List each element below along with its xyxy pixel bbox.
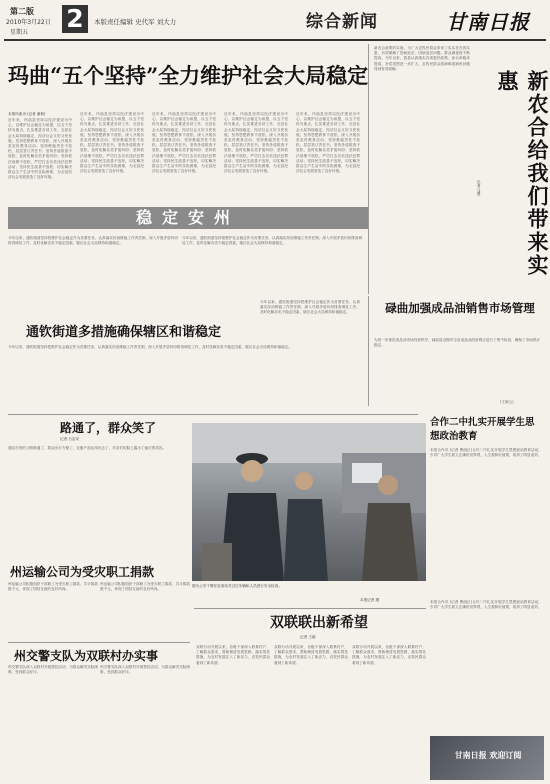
edition-label: 第二版: [10, 7, 34, 16]
lead-body-col2: 近年来，玛曲县坚持以经济建设为中心，以维护社会稳定为前提，以五个坚持为重点，扎实推进各项工作，全县社会大局持续稳定，经济社会又好又快发展。坚持思想教育不放松，深入开展各类宣传教育活动；坚持维稳责任不放松，层层签订责任书；坚持矛盾排查不放松，及时化解各类矛盾纠纷；坚持依法治理不放松，严厉打击各类违法犯罪活动；坚持民生改善不放松，切实解决群众生产生活中的实际困难，为全县经济社会发展营造了良好环境。: [80, 112, 144, 174]
editors-line: 本版责任编辑 史代军 刘大力: [94, 18, 177, 26]
oil-credit: (王晓云): [500, 400, 514, 404]
highway-body-b: 州运输公司积极组织干部职工为受灾职工捐款，共计捐款数千元，体现了团结互助的良好风尚。: [100, 582, 190, 592]
lead-byline: 本报玛曲讯 (记者 谢莉): [8, 112, 46, 116]
news-photo: [192, 423, 426, 581]
right-bottom-body: 本报合作讯 (记者 曹丽红)合作二中扎实开展学生思想政治教育活动，引导广大学生树立正确的世界观、人生观和价值观，取得了明显成效。: [430, 600, 542, 610]
cooperative-body: 本报合作讯 (记者 曹丽红)合作二中扎实开展学生思想政治教育活动，引导广大学生树立正确的世界观、人生观和价值观，取得了明显成效。: [430, 448, 542, 458]
photo-credit: 本报记者 摄: [360, 598, 380, 602]
side-column-body: 新农合政策的实施，为广大农牧民群众带来了实实在在的实惠，有效缓解了因病致贫、因病返贫问题，群众满意度不断提高。今年以来，我县认真落实各项惠民政策，参合率稳步提高，补偿范围进一步扩大，农牧民群众看病难看病贵问题得到有效缓解。: [374, 46, 470, 71]
right-divider: [368, 296, 369, 406]
twin-body-b: 双联行动开展以来，各级干部深入联系村户，了解群众需求，帮助理清发展思路，落实帮扶措施，为农村发展注入了新活力，农牧民群众看到了新希望。: [274, 645, 348, 665]
road-byline: 记者 石志安: [60, 437, 80, 441]
side-column-byline: 记者 马慧: [477, 180, 482, 196]
section-title: 综合新闻: [306, 12, 378, 32]
tongqin-body-a: 今年以来，通钦街道坚持把维护社会稳定作为首要任务，认真落实综治维稳工作责任制，深入开展矛盾纠纷排查调处工作，及时化解各类不稳定因素，辖区社会大局保持和谐稳定。: [8, 236, 178, 246]
cooperative-headline: [430, 416, 542, 444]
oil-headline: [380, 300, 540, 316]
cooperative-headline-text: 合作二中扎实开展学生思想政治教育: [430, 417, 535, 442]
road-top-rule: [8, 414, 418, 415]
lead-body-col4: 近年来，玛曲县坚持以经济建设为中心，以维护社会稳定为前提，以五个坚持为重点，扎实推进各项工作，全县社会大局持续稳定，经济社会又好又快发展。坚持思想教育不放松，深入开展各类宣传教育活动；坚持维稳责任不放松，层层签订责任书；坚持矛盾排查不放松，及时化解各类矛盾纠纷；坚持依法治理不放松，严厉打击各类违法犯罪活动；坚持民生改善不放松，切实解决群众生产生活中的实际困难，为全县经济社会发展营造了良好环境。: [224, 112, 288, 174]
mid-column-body: 今年以来，通钦街道坚持把维护社会稳定作为首要任务，认真落实综治维稳工作责任制，深入开展矛盾纠纷排查调处工作，及时化解各类不稳定因素，辖区社会大局保持和谐稳定。: [260, 300, 360, 315]
traffic-body-a: 州交警支队深入双联村开展帮扶活动，为群众解决实际困难，受到群众好评。: [8, 665, 98, 675]
twin-byline: 记者 王丽: [300, 635, 316, 639]
masthead: [0, 0, 550, 40]
tongqin-body-b: 今年以来，通钦街道坚持把维护社会稳定作为首要任务，认真落实综治维稳工作责任制，深入开展矛盾纠纷排查调处工作，及时化解各类不稳定因素，辖区社会大局保持和谐稳定。: [182, 236, 362, 246]
side-column-divider: [368, 44, 369, 294]
tongqin-body-c: 今年以来，通钦街道坚持把维护社会稳定作为首要任务，认真落实综治维稳工作责任制，深入开展矛盾纠纷排查调处工作，及时化解各类不稳定因素，辖区社会大局保持和谐稳定。: [8, 345, 292, 349]
stability-banner-title: 稳定安州: [135, 208, 240, 227]
twin-top-rule: [194, 608, 426, 609]
road-body: 通往村里的公路修通了，群众出行方便了，农畜产品运得出去了，乡亲们的脸上露出了灿烂的笑容。: [8, 446, 167, 450]
photo-caption: 图为公安干警在检查站对过往车辆和人员进行安全检查。: [192, 584, 282, 588]
lead-body-col1: 近年来，玛曲县坚持以经济建设为中心，以维护社会稳定为前提，以五个坚持为重点，扎实推进各项工作，全县社会大局持续稳定，经济社会又好又快发展。坚持思想教育不放松，深入开展各类宣传教育活动；坚持维稳责任不放松，层层签订责任书；坚持矛盾排查不放松，及时化解各类矛盾纠纷；坚持依法治理不放松，严厉打击各类违法犯罪活动；坚持民生改善不放松，切实解决群众生产生活中的实际困难，为全县经济社会发展营造了良好环境。: [8, 118, 72, 180]
paper-name: 甘南日报: [446, 10, 530, 34]
lead-body-col3: 近年来，玛曲县坚持以经济建设为中心，以维护社会稳定为前提，以五个坚持为重点，扎实推进各项工作，全县社会大局持续稳定，经济社会又好又快发展。坚持思想教育不放松，深入开展各类宣传教育活动；坚持维稳责任不放松，层层签订责任书；坚持矛盾排查不放松，及时化解各类矛盾纠纷；坚持依法治理不放松，严厉打击各类违法犯罪活动；坚持民生改善不放松，切实解决群众生产生活中的实际困难，为全县经济社会发展营造了良好环境。: [152, 112, 216, 174]
weekday: 星期五: [10, 29, 29, 36]
highway-body-a: 州运输公司积极组织干部职工为受灾职工捐款，共计捐款数千元，体现了团结互助的良好风尚。: [8, 582, 98, 592]
oil-body: 为进一步规范成品油市场经营秩序，碌曲县近期对全县成品油经营网点进行了集中检查，确保了市场供应稳定。: [374, 338, 540, 348]
police-checkpoint-photo: [192, 423, 426, 581]
lead-body-col5: 近年来，玛曲县坚持以经济建设为中心，以维护社会稳定为前提，以五个坚持为重点，扎实推进各项工作，全县社会大局持续稳定，经济社会又好又快发展。坚持思想教育不放松，深入开展各类宣传教育活动；坚持维稳责任不放松，层层签订责任书；坚持矛盾排查不放松，及时化解各类矛盾纠纷；坚持依法治理不放松，严厉打击各类违法犯罪活动；坚持民生改善不放松，切实解决群众生产生活中的实际困难，为全县经济社会发展营造了良好环境。: [296, 112, 360, 174]
tongqin-headline: 通钦街道多措施确保辖区和谐稳定: [26, 325, 222, 340]
highway-headline: 州运输公司为受灾职工捐款: [10, 565, 155, 579]
twin-headline: 双联联出新希望: [270, 615, 368, 631]
ad-banner: [430, 736, 544, 780]
ad-banner-text: 甘南日报 欢迎订阅: [454, 750, 522, 760]
lead-headline: 玛曲“五个坚持”全力维护社会大局稳定: [8, 63, 369, 88]
side-column-headline: 新农合给我们带来实惠: [495, 70, 550, 277]
masthead-rule: [4, 39, 546, 41]
twin-body-c: 双联行动开展以来，各级干部深入联系村户，了解群众需求，帮助理清发展思路，落实帮扶措施，为农村发展注入了新活力，农牧民群众看到了新希望。: [352, 645, 426, 665]
issue-date: 2010年3月22日: [6, 19, 51, 26]
traffic-body-b: 州交警支队深入双联村开展帮扶活动，为群众解决实际困难，受到群众好评。: [100, 665, 190, 675]
traffic-headline: 州交警支队为双联村办实事: [14, 649, 159, 663]
twin-body-a: 双联行动开展以来，各级干部深入联系村户，了解群众需求，帮助理清发展思路，落实帮扶措施，为农村发展注入了新活力，农牧民群众看到了新希望。: [196, 645, 270, 665]
road-headline: 路通了，群众笑了: [60, 421, 157, 435]
oil-headline-text: 碌曲加强成品油销售市场管理: [385, 301, 535, 315]
traffic-top-rule: [8, 642, 190, 643]
page-number: 2: [66, 4, 84, 33]
